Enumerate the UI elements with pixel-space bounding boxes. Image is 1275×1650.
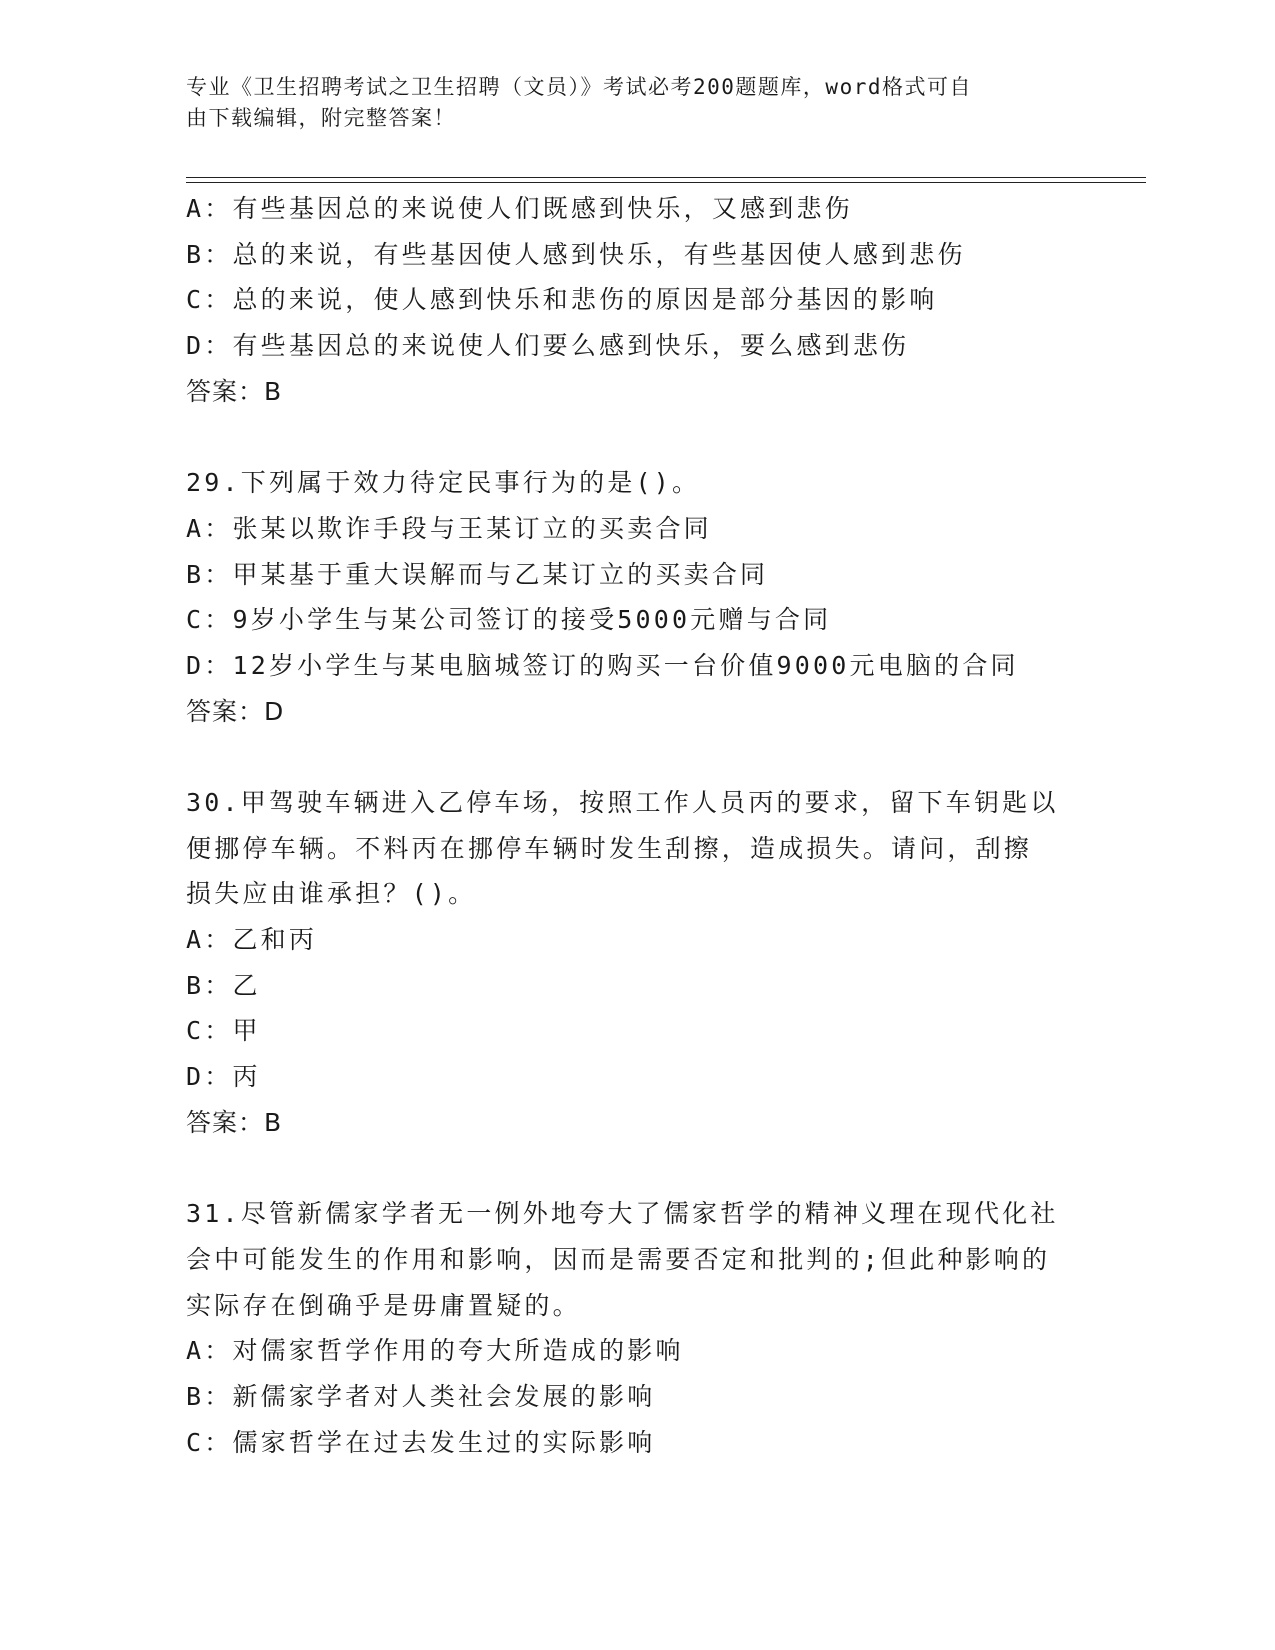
question-text-line: 会中可能发生的作用和影响，因而是需要否定和批判的;但此种影响的	[186, 1244, 1051, 1274]
header-divider-bottom	[186, 182, 1146, 183]
option-d: D：丙	[186, 1062, 261, 1092]
question-28-continuation	[186, 186, 1086, 414]
question-text-line: 31.尽管新儒家学者无一例外地夸大了儒家哲学的精神义理在现代化社	[186, 1199, 1059, 1229]
question-29	[186, 460, 1086, 734]
answer-label: 答案：B	[186, 1107, 283, 1137]
question-list	[186, 186, 1086, 1465]
option-a: A：张某以欺诈手段与王某订立的买卖合同	[186, 513, 712, 543]
option-d: D：有些基因总的来说使人们要么感到快乐，要么感到悲伤	[186, 331, 910, 361]
option-c: C：甲	[186, 1016, 261, 1046]
question-text-line: 30.甲驾驶车辆进入乙停车场，按照工作人员丙的要求，留下车钥匙以	[186, 787, 1059, 817]
question-text-line: 实际存在倒确乎是毋庸置疑的。	[186, 1290, 581, 1320]
document-header	[186, 72, 1066, 134]
question-text-line: 损失应由谁承担？()。	[186, 879, 477, 909]
option-c: C：总的来说，使人感到快乐和悲伤的原因是部分基因的影响	[186, 285, 938, 315]
option-a: A：有些基因总的来说使人们既感到快乐，又感到悲伤	[186, 194, 853, 223]
answer-label: 答案：B	[186, 376, 283, 406]
answer-label: 答案：D	[186, 696, 285, 726]
header-line-2: 由下载编辑，附完整答案！	[186, 106, 456, 130]
option-d: D：12岁小学生与某电脑城签订的购买一台价值9000元电脑的合同	[186, 650, 1019, 680]
option-c: C：儒家哲学在过去发生过的实际影响	[186, 1427, 656, 1457]
question-30	[186, 780, 1086, 1146]
question-31	[186, 1191, 1086, 1465]
option-c: C：9岁小学生与某公司签订的接受5000元赠与合同	[186, 605, 832, 635]
option-b: B：总的来说，有些基因使人感到快乐，有些基因使人感到悲伤	[186, 239, 966, 269]
header-divider-top	[186, 177, 1146, 178]
option-b: B：新儒家学者对人类社会发展的影响	[186, 1381, 656, 1411]
option-b: B：乙	[186, 970, 261, 1000]
header-line-1: 专业《卫生招聘考试之卫生招聘（文员）》考试必考200题题库，word格式可自	[186, 75, 972, 99]
option-a: A：乙和丙	[186, 925, 318, 954]
question-text-line: 29.下列属于效力待定民事行为的是()。	[186, 468, 701, 498]
question-text-line: 便挪停车辆。不料丙在挪停车辆时发生刮擦，造成损失。请问，刮擦	[186, 833, 1033, 863]
option-b: B：甲某基于重大误解而与乙某订立的买卖合同	[186, 559, 769, 589]
option-a: A：对儒家哲学作用的夸大所造成的影响	[186, 1336, 684, 1366]
